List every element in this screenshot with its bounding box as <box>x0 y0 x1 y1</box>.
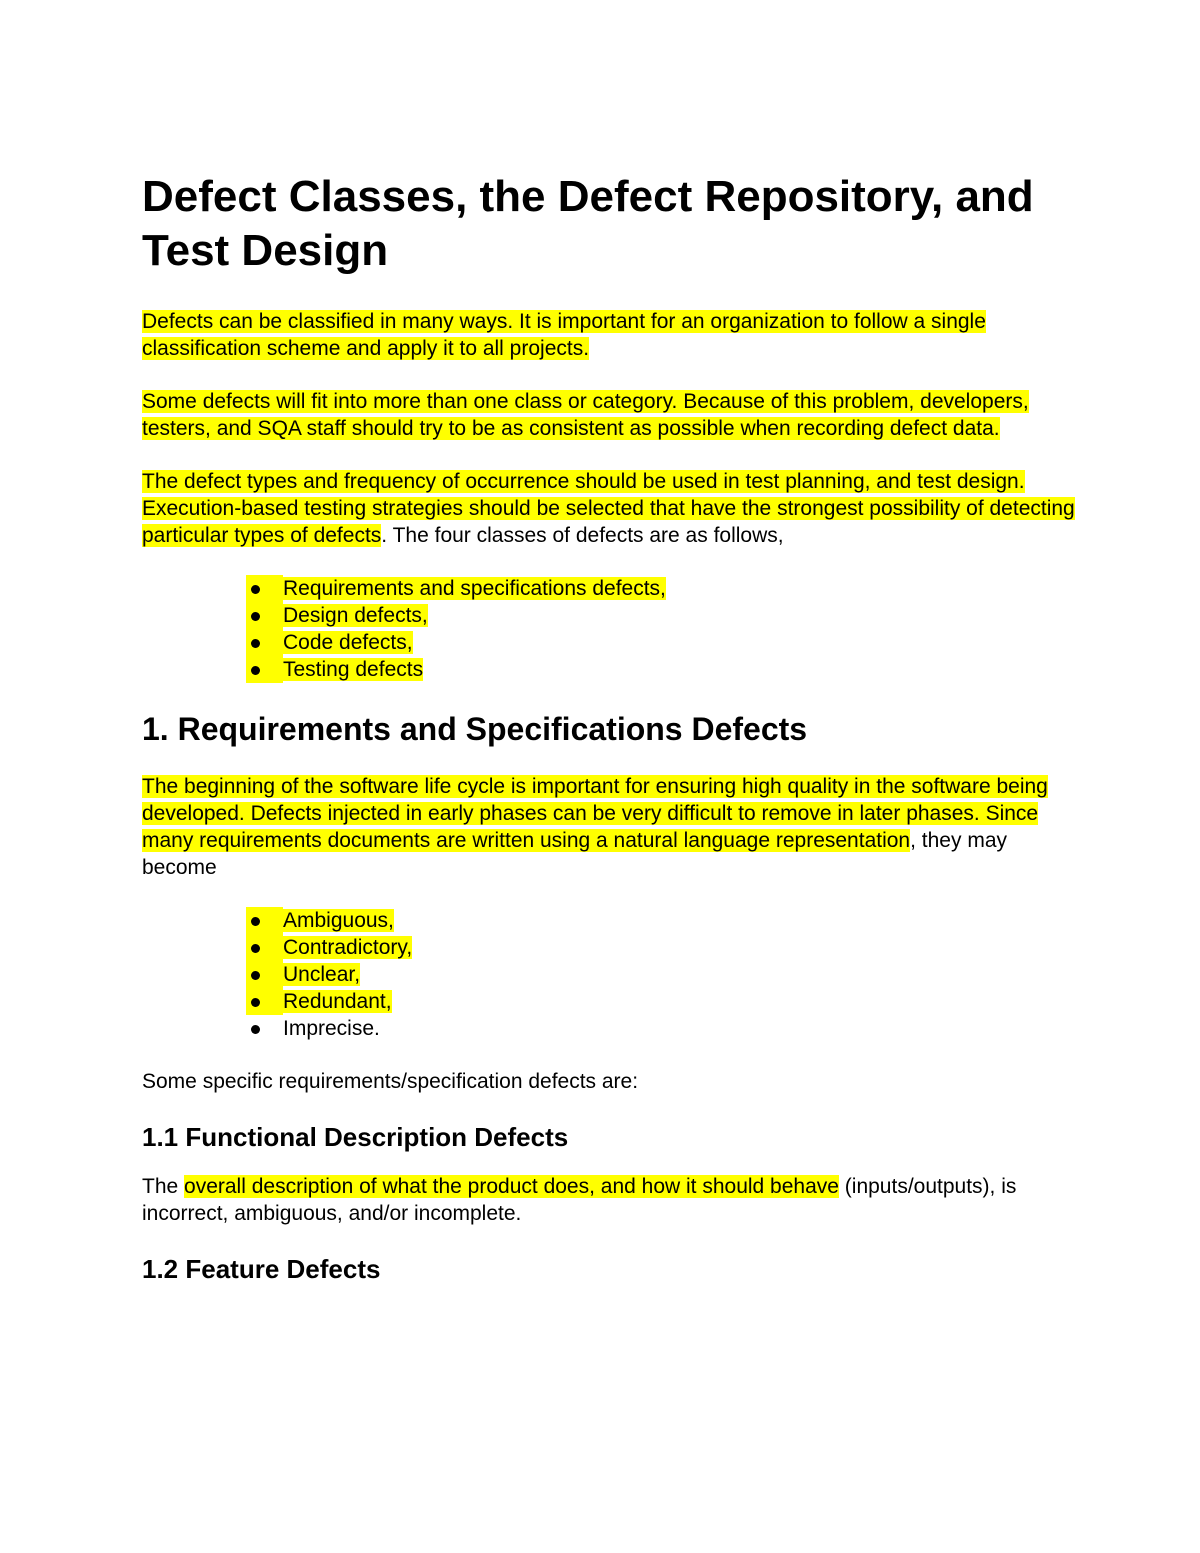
bullet-icon <box>246 961 283 988</box>
highlighted-text: The beginning of the software life cycle is important for ensuring high quality in the software being developed. Defects injected in early phases can be very difficult to remove in later phases. Since many requirements documents are written using a natural language representation <box>142 775 1048 852</box>
paragraph-functional-description <box>142 1173 1077 1227</box>
list-item: Redundant, <box>246 988 1077 1015</box>
list-item: Contradictory, <box>246 934 1077 961</box>
highlighted-text: The defect types and frequency of occurrence should be used in test planning, and test design. Execution-based testing strategies should be selected that have the strongest possibility of detecting particular types of defects <box>142 470 1075 547</box>
plain-text: (inputs/outputs), is incorrect, ambiguous, and/or incomplete. <box>142 1175 1017 1225</box>
defect-classes-list <box>142 575 1077 683</box>
bullet-icon <box>246 575 283 602</box>
document-title: Defect Classes, the Defect Repository, and Test Design <box>142 172 1034 275</box>
highlighted-text: overall description of what the product does, and how it should behave <box>184 1175 839 1198</box>
list-item: Requirements and specifications defects, <box>246 575 1077 602</box>
paragraph-defect-types <box>142 468 1077 549</box>
bullet-icon <box>246 907 283 934</box>
bullet-icon <box>246 1015 283 1042</box>
bullet-icon <box>246 656 283 683</box>
list-item: Testing defects <box>246 656 1077 683</box>
list-item: Imprecise. <box>246 1015 1077 1042</box>
paragraph-classification <box>142 308 1077 362</box>
list-item: Code defects, <box>246 629 1077 656</box>
highlighted-text: Defects can be classified in many ways. It is important for an organization to follow a single classification scheme and apply it to all projects. <box>142 310 986 360</box>
bullet-icon <box>246 602 283 629</box>
section-heading-requirements: 1. Requirements and Specifications Defects <box>142 711 808 747</box>
qualities-list <box>142 907 1077 1042</box>
bullet-icon <box>246 988 283 1015</box>
plain-text: The <box>142 1175 185 1198</box>
subsection-heading-functional: 1.1 Functional Description Defects <box>142 1122 569 1152</box>
plain-text: . The four classes of defects are as follows, <box>381 524 784 547</box>
plain-text: , they may become <box>142 829 1007 879</box>
paragraph-consistency <box>142 388 1077 442</box>
paragraph-specific-defects: Some specific requirements/specification defects are: <box>142 1070 639 1093</box>
bullet-icon <box>246 934 283 961</box>
list-item: Ambiguous, <box>246 907 1077 934</box>
subsection-heading-feature: 1.2 Feature Defects <box>142 1254 381 1284</box>
bullet-icon <box>246 629 283 656</box>
document-body <box>142 170 1077 1305</box>
list-item: Design defects, <box>246 602 1077 629</box>
paragraph-life-cycle <box>142 773 1077 881</box>
list-item: Unclear, <box>246 961 1077 988</box>
highlighted-text: Some defects will fit into more than one class or category. Because of this problem, developers, testers, and SQA staff should try to be as consistent as possible when recording defect data. <box>142 390 1029 440</box>
